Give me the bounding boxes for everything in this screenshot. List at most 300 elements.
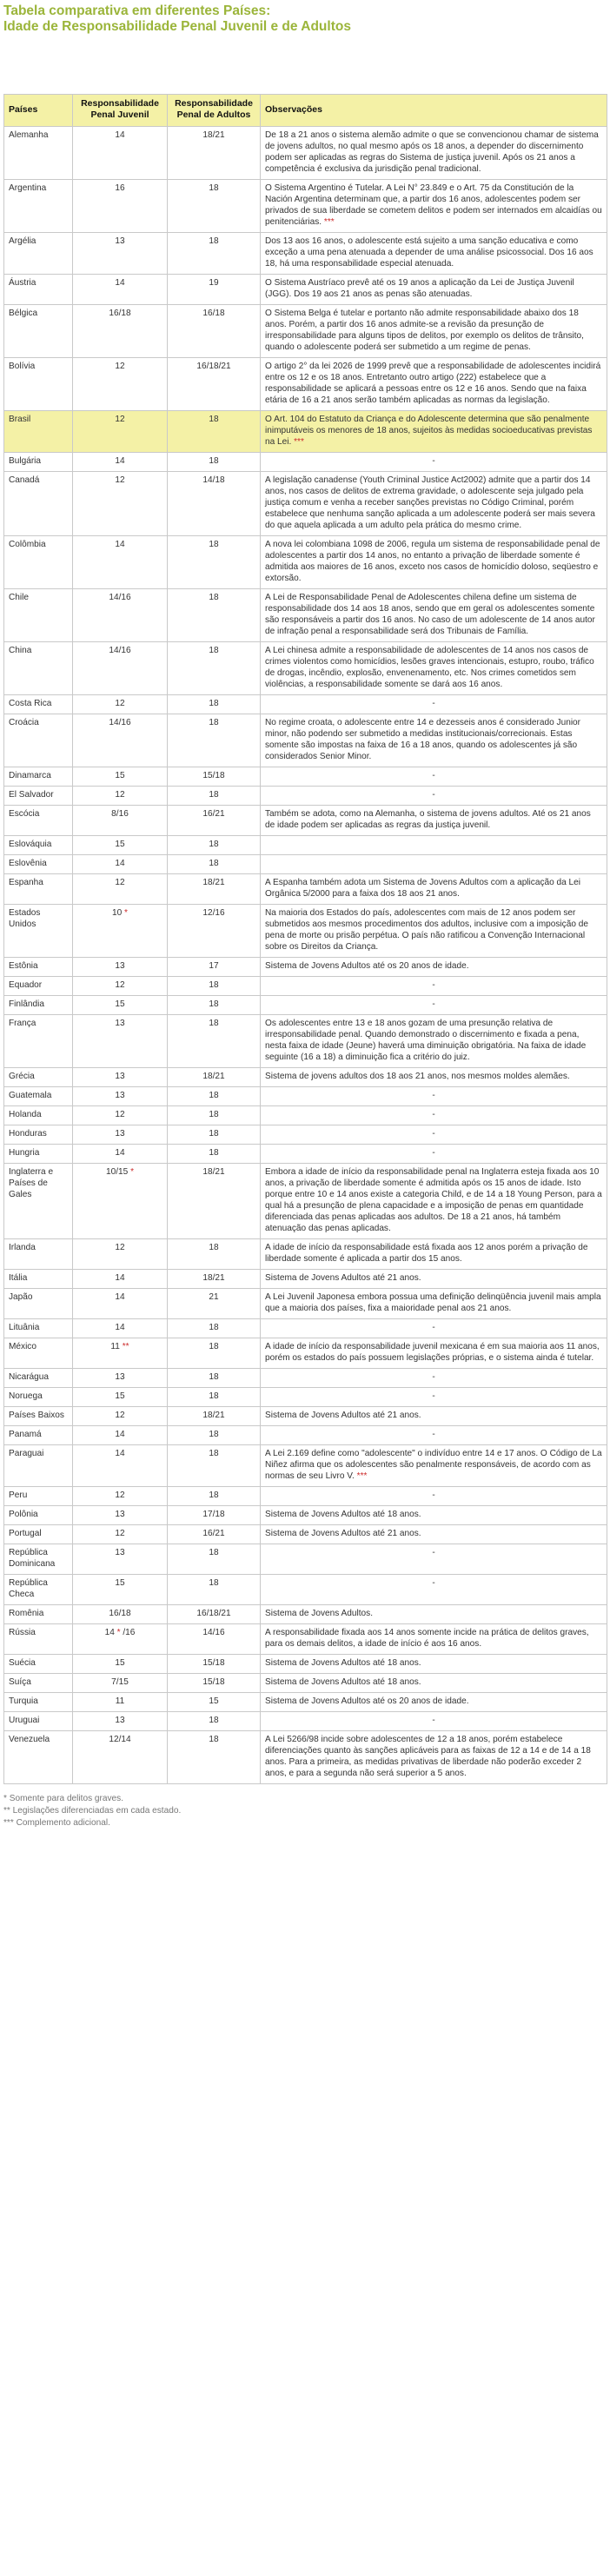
cell-country: Nicarágua [4,1369,73,1388]
table-header-row [4,95,607,127]
table-row [4,1239,607,1270]
observation-text: - [432,1391,435,1401]
observation-text: O artigo 2° da lei 2026 de 1999 prevê que a responsabilidade de adolescentes incidirá entre os 12 e os 18 anos. Entretanto outro artigo (222) estabelece que a responsabilidade se aplicará a pessoas entre os 12 e 16 anos. Sendo que na faixa etária de 16 a 21 anos serão também aplicadas as normas da legislação. [265,362,601,405]
cell-juvenile-age: 14 [73,536,168,589]
table-row [4,1731,607,1784]
cell-country: Argentina [4,180,73,233]
cell-country: Argélia [4,233,73,275]
cell-juvenile-age [73,1164,168,1239]
table-row [4,1338,607,1369]
cell-country: El Salvador [4,787,73,806]
cell-observations [261,787,607,806]
table-row [4,1445,607,1487]
cell-juvenile-age: 12 [73,977,168,996]
cell-adult-age: 16/18/21 [168,358,261,411]
cell-observations [261,180,607,233]
cell-observations [261,855,607,874]
cell-juvenile-age: 12/14 [73,1731,168,1784]
cell-adult-age: 18 [168,536,261,589]
cell-observations [261,767,607,787]
cell-adult-age: 18 [168,453,261,472]
cell-country: Alemanha [4,127,73,180]
cell-juvenile-age: 15 [73,1575,168,1605]
cell-country: Rússia [4,1624,73,1655]
observation-text: Sistema de Jovens Adultos até os 20 anos de idade. [265,961,469,971]
cell-juvenile-age: 14 [73,855,168,874]
cell-observations [261,358,607,411]
cell-observations [261,836,607,855]
cell-observations [261,472,607,536]
cell-adult-age: 18 [168,977,261,996]
cell-adult-age: 18/21 [168,1270,261,1289]
table-row [4,1164,607,1239]
cell-adult-age: 18 [168,996,261,1015]
cell-observations [261,305,607,358]
observation-text: - [432,771,435,780]
cell-juvenile-age: 13 [73,1369,168,1388]
cell-observations [261,275,607,305]
cell-adult-age: 18/21 [168,1407,261,1426]
observation-text: - [432,1372,435,1382]
cell-observations [261,958,607,977]
cell-country: Áustria [4,275,73,305]
observation-text: Os adolescentes entre 13 e 18 anos gozam de uma presunção relativa de irresponsabilidade penal. Quando demonstrado o discernimento e fixada a pena, nesta faixa de idade (Jeune) haverá uma diminuição obrigatória. Na faixa de idade seguinte (16 a 18) a diminuição fica a critério do juiz. [265,1019,587,1062]
cell-adult-age: 12/16 [168,905,261,958]
cell-adult-age: 18/21 [168,1164,261,1239]
cell-juvenile-age: 12 [73,472,168,536]
cell-country: Espanha [4,874,73,905]
juvenile-age-value: 10/15 [106,1167,129,1177]
header-observations: Observações [261,95,607,127]
cell-observations [261,1106,607,1125]
cell-country: Países Baixos [4,1407,73,1426]
footnote: ** Legislações diferenciadas em cada estado. [3,1806,182,1816]
cell-observations [261,1369,607,1388]
cell-adult-age: 18 [168,1319,261,1338]
cell-observations [261,1338,607,1369]
cell-adult-age: 18 [168,1338,261,1369]
cell-adult-age: 18 [168,1369,261,1388]
table-row [4,305,607,358]
cell-country: Suíça [4,1674,73,1693]
cell-juvenile-age: 12 [73,1407,168,1426]
table-row [4,977,607,996]
table-row [4,1426,607,1445]
observation-text: A responsabilidade fixada aos 14 anos somente incide na prática de delitos graves, para os demais delitos, a idade de início é aos 16 anos. [265,1628,589,1649]
table-row [4,411,607,453]
cell-country: Bélgica [4,305,73,358]
cell-juvenile-age: 15 [73,836,168,855]
cell-juvenile-age: 13 [73,1506,168,1525]
cell-observations [261,1575,607,1605]
juvenile-age-part: /16 [120,1628,136,1637]
cell-adult-age: 18 [168,1575,261,1605]
cell-country: França [4,1015,73,1068]
header-adult-responsibility: Responsabilidade Penal de Adultos [168,95,261,127]
cell-juvenile-age: 12 [73,874,168,905]
juvenile-age-value: 11 [110,1342,120,1351]
cell-observations [261,1487,607,1506]
cell-juvenile-age: 15 [73,996,168,1015]
table-row [4,714,607,767]
cell-country: Uruguai [4,1712,73,1731]
cell-observations [261,453,607,472]
cell-adult-age: 18 [168,180,261,233]
observation-text: - [432,980,435,990]
observation-text: Dos 13 aos 16 anos, o adolescente está sujeito a uma sanção educativa e como exceção a uma pena atenuada a depender de uma análise psicossocial. Dos 16 aos 18, há uma responsabilidade especial atenuada. [265,236,593,269]
cell-observations [261,1655,607,1674]
cell-observations [261,1445,607,1487]
cell-country: Turquia [4,1693,73,1712]
observation-text: - [432,1323,435,1332]
cell-country: República Dominicana [4,1544,73,1575]
cell-juvenile-age: 13 [73,1712,168,1731]
cell-observations [261,1525,607,1544]
cell-country: Bolívia [4,358,73,411]
table-row [4,1270,607,1289]
cell-country: Guatemala [4,1087,73,1106]
cell-juvenile-age: 14/16 [73,714,168,767]
observation-text: Sistema de jovens adultos dos 18 aos 21 anos, nos mesmos moldes alemães. [265,1072,570,1081]
cell-juvenile-age: 15 [73,1655,168,1674]
cell-juvenile-age: 14 [73,275,168,305]
cell-observations [261,1068,607,1087]
observation-text: Sistema de Jovens Adultos até 21 anos. [265,1273,421,1283]
cell-adult-age: 18 [168,836,261,855]
cell-juvenile-age: 14 [73,1426,168,1445]
cell-observations [261,1506,607,1525]
footnote: *** Complemento adicional. [3,1818,110,1828]
cell-observations [261,1239,607,1270]
cell-adult-age: 18 [168,1239,261,1270]
cell-country: Panamá [4,1426,73,1445]
cell-adult-age: 18 [168,1426,261,1445]
cell-adult-age: 18 [168,1145,261,1164]
cell-observations [261,695,607,714]
cell-adult-age: 19 [168,275,261,305]
observation-text: A Lei 5266/98 incide sobre adolescentes de 12 a 18 anos, porém estabelece diferenciações quanto às sanções aplicáveis para as faixas de 12 a 14 e de 14 a 18 anos. Para a primeira, as medidas privativas de liberdade não poderão exceder 2 anos, e para a segunda não será superior a 5 anos. [265,1735,591,1778]
cell-adult-age: 16/21 [168,806,261,836]
cell-country: Japão [4,1289,73,1319]
cell-adult-age: 18 [168,1087,261,1106]
observation-text: Também se adota, como na Alemanha, o sistema de jovens adultos. Até os 21 anos de idade podem ser aplicadas as regras da justiça juvenil. [265,809,591,830]
footnote-marker: * [128,1167,134,1177]
cell-country: México [4,1338,73,1369]
table-body [4,127,607,1784]
cell-adult-age: 16/18/21 [168,1605,261,1624]
cell-juvenile-age: 12 [73,1239,168,1270]
observation-text: - [432,1578,435,1588]
table-row [4,1712,607,1731]
table-row [4,275,607,305]
table-row [4,127,607,180]
footnotes [0,1784,610,1829]
table-row [4,1087,607,1106]
observation-text: A Lei Juvenil Japonesa embora possua uma definição delinqüência juvenil mais ampla que a maioria dos países, fixa a maioridade penal aos 21 anos. [265,1292,601,1313]
cell-country: Chile [4,589,73,642]
observation-text: O Art. 104 do Estatuto da Criança e do Adolescente determina que são penalmente inimputáveis os menores de 18 anos, sujeitos às medidas socioeducativas previstas na Lei. [265,415,593,447]
observation-text: A idade de início da responsabilidade juvenil mexicana é em sua maioria aos 11 anos, porém os estados do país possuem legislações próprias, e o sistema ainda é tutelar. [265,1342,600,1363]
footnote-marker: *** [354,1471,368,1481]
cell-adult-age: 16/18 [168,305,261,358]
cell-adult-age: 18 [168,233,261,275]
table-row [4,1015,607,1068]
cell-country: Eslováquia [4,836,73,855]
cell-adult-age: 18 [168,589,261,642]
cell-country: Estados Unidos [4,905,73,958]
table-row [4,1575,607,1605]
observation-text: Sistema de Jovens Adultos até 21 anos. [265,1411,421,1420]
page-title [0,2,610,35]
cell-juvenile-age: 15 [73,1388,168,1407]
cell-adult-age: 18 [168,1015,261,1068]
cell-juvenile-age: 14 [73,1289,168,1319]
cell-adult-age: 18 [168,1106,261,1125]
table-row [4,1068,607,1087]
cell-observations [261,589,607,642]
cell-juvenile-age: 12 [73,358,168,411]
cell-juvenile-age: 12 [73,787,168,806]
cell-observations [261,1712,607,1731]
cell-country: Escócia [4,806,73,836]
table-row [4,1525,607,1544]
cell-adult-age: 18 [168,642,261,695]
cell-adult-age: 17/18 [168,1506,261,1525]
cell-observations [261,1164,607,1239]
cell-adult-age: 14/16 [168,1624,261,1655]
table-row [4,806,607,836]
table-row [4,905,607,958]
cell-juvenile-age [73,1624,168,1655]
observation-text: Sistema de Jovens Adultos até 18 anos. [265,1658,421,1668]
cell-observations [261,1624,607,1655]
table-row [4,453,607,472]
cell-observations [261,1125,607,1145]
table-row [4,536,607,589]
cell-country: Venezuela [4,1731,73,1784]
table-row [4,1388,607,1407]
cell-adult-age: 14/18 [168,472,261,536]
cell-juvenile-age: 12 [73,1525,168,1544]
observation-text: Embora a idade de início da responsabilidade penal na Inglaterra esteja fixada aos 10 anos, a privação de liberdade somente é admitida após os 15 anos de idade. Isto porque entre 10 e 14 anos existe a categoria Child, e de 14 a 18 Young Person, para a qual há a presunção de plena capacidade e a imposição de penas em quantidade diferenciada das penas aplicadas aos adultos. De 18 a 21 anos, há também atenuação das penas aplicadas. [265,1167,602,1233]
observation-text: Na maioria dos Estados do país, adolescentes com mais de 12 anos podem ser submetidos aos mesmos procedimentos dos adultos, inclusive com a imposição de pena de morte ou prisão perpétua. O país não ratificou a Convenção Internacional sobre os Direitos da Criança. [265,908,588,952]
observation-text: - [432,1548,435,1557]
cell-juvenile-age: 14 [73,127,168,180]
cell-juvenile-age [73,1338,168,1369]
cell-country: Portugal [4,1525,73,1544]
table-row [4,1145,607,1164]
cell-adult-age: 18 [168,714,261,767]
cell-country: Croácia [4,714,73,767]
cell-juvenile-age: 11 [73,1693,168,1712]
table-row [4,855,607,874]
table-row [4,233,607,275]
observation-text: - [432,790,435,800]
cell-adult-age: 15 [168,1693,261,1712]
cell-observations [261,1407,607,1426]
cell-juvenile-age: 14/16 [73,642,168,695]
juvenile-age-value: 10 [112,908,123,918]
comparison-table [3,94,607,1784]
observation-text: - [432,699,435,708]
cell-observations [261,1605,607,1624]
observation-text: - [432,1129,435,1139]
cell-adult-age: 15/18 [168,767,261,787]
cell-juvenile-age: 14 [73,1445,168,1487]
table-row [4,1544,607,1575]
table-row [4,1487,607,1506]
table-row [4,996,607,1015]
observation-text: O Sistema Austríaco prevê até os 19 anos a aplicação da Lei de Justiça Juvenil (JGG). Dos 19 aos 21 anos as penas são atenuadas. [265,278,574,299]
cell-adult-age: 18 [168,1544,261,1575]
cell-country: Costa Rica [4,695,73,714]
cell-juvenile-age: 13 [73,1015,168,1068]
cell-adult-age: 18 [168,1388,261,1407]
observation-text: - [432,999,435,1009]
cell-country: Itália [4,1270,73,1289]
observation-text: O Sistema Argentino é Tutelar. A Lei N° 23.849 e o Art. 75 da Constitución de la Nación Argentina determinam que, a partir dos 16 anos, adolescentes podem ser privados de sua liberdade se cometem delitos e podem ser internados em alcaidías ou penitenciárias. [265,183,602,227]
cell-juvenile-age: 14 [73,453,168,472]
footnote-marker: * [122,908,128,918]
cell-observations [261,905,607,958]
cell-country: Brasil [4,411,73,453]
table-row [4,695,607,714]
cell-juvenile-age: 12 [73,1487,168,1506]
footnote-marker: * [116,1628,121,1637]
cell-country: Lituânia [4,1319,73,1338]
observation-text: A legislação canadense (Youth Criminal Justice Act2002) admite que a partir dos 14 anos, nos casos de delitos de extrema gravidade, o adolescente seja julgado pela justiça comum e venha a receber sanções previstas no Código Criminal, porém estabelece que nenhuma sanção aplicada a um adolescente poderá ser mais severa do que aquela aplicada a um adulto pela prática do mesmo crime. [265,475,595,530]
cell-country: Hungria [4,1145,73,1164]
table-row [4,1125,607,1145]
table-row [4,1624,607,1655]
cell-juvenile-age: 13 [73,958,168,977]
observation-text: - [432,1091,435,1100]
observation-text: Sistema de Jovens Adultos até 21 anos. [265,1529,421,1538]
cell-juvenile-age: 15 [73,767,168,787]
cell-juvenile-age: 8/16 [73,806,168,836]
table-row [4,1289,607,1319]
cell-country: Suécia [4,1655,73,1674]
cell-observations [261,1087,607,1106]
table-row [4,767,607,787]
cell-observations [261,996,607,1015]
cell-adult-age: 15/18 [168,1655,261,1674]
cell-adult-age: 18 [168,1125,261,1145]
cell-juvenile-age: 16/18 [73,1605,168,1624]
cell-country: Dinamarca [4,767,73,787]
table-row [4,472,607,536]
cell-observations [261,1426,607,1445]
cell-adult-age: 18 [168,1445,261,1487]
table-row [4,1674,607,1693]
cell-adult-age: 18 [168,1731,261,1784]
observation-text: A Lei 2.169 define como "adolescente" o indivíduo entre 14 e 17 anos. O Código de La Niñez afirma que os adolescentes são penalmente responsáveis, de acordo com as normas de seu Livro V. [265,1449,602,1481]
cell-country: Romênia [4,1605,73,1624]
observation-text: Sistema de Jovens Adultos. [265,1609,373,1618]
cell-observations [261,1289,607,1319]
cell-juvenile-age: 12 [73,695,168,714]
observation-text: - [432,1430,435,1439]
cell-adult-age: 18 [168,1487,261,1506]
table-row [4,589,607,642]
cell-country: Holanda [4,1106,73,1125]
table-row [4,1319,607,1338]
cell-country: Polônia [4,1506,73,1525]
table-row [4,874,607,905]
cell-country: República Checa [4,1575,73,1605]
cell-observations [261,1731,607,1784]
cell-country: Grécia [4,1068,73,1087]
cell-adult-age: 18/21 [168,127,261,180]
observation-text: - [432,1148,435,1158]
cell-adult-age: 18 [168,695,261,714]
cell-adult-age: 18 [168,1712,261,1731]
cell-juvenile-age: 16 [73,180,168,233]
observation-text: A idade de início da responsabilidade está fixada aos 12 anos porém a privação de liberdade somente é aplicada a partir dos 15 anos. [265,1243,588,1264]
cell-adult-age: 21 [168,1289,261,1319]
cell-juvenile-age: 13 [73,233,168,275]
table-row [4,787,607,806]
cell-observations [261,642,607,695]
cell-country: Paraguai [4,1445,73,1487]
cell-adult-age: 18 [168,855,261,874]
cell-observations [261,1544,607,1575]
juvenile-age-part: 14 [104,1628,117,1637]
footnote-marker: ** [119,1342,129,1351]
cell-observations [261,1270,607,1289]
cell-juvenile-age: 14 [73,1145,168,1164]
observation-text: De 18 a 21 anos o sistema alemão admite o que se convencionou chamar de sistema de jovens adultos, no qual mesmo após os 18 anos, a depender do discernimento podem ser aplicadas as regras do Sistema de justiça juvenil. Após os 21 anos a competência é exclusiva da jurisdição penal tradicional. [265,130,599,174]
table-row [4,1369,607,1388]
cell-adult-age: 17 [168,958,261,977]
cell-country: Peru [4,1487,73,1506]
cell-juvenile-age: 13 [73,1125,168,1145]
observation-text: - [432,1490,435,1500]
cell-country: Finlândia [4,996,73,1015]
cell-country: Noruega [4,1388,73,1407]
table-row [4,1106,607,1125]
cell-juvenile-age: 13 [73,1087,168,1106]
cell-country: Canadá [4,472,73,536]
cell-juvenile-age: 16/18 [73,305,168,358]
footnote-marker: *** [322,217,335,227]
observation-text: A Lei de Responsabilidade Penal de Adolescentes chilena define um sistema de responsabilidade dos 14 aos 18 anos, sendo que em geral os adolescentes somente são responsáveis a partir dos 16 anos. No caso de um adolescente de 14 anos autor de infração penal a responsabilidade será dos Tribunais de Família. [265,593,595,636]
cell-observations [261,233,607,275]
cell-country: Colômbia [4,536,73,589]
cell-observations [261,1319,607,1338]
table-row [4,358,607,411]
observation-text: A Espanha também adota um Sistema de Jovens Adultos com a aplicação da Lei Orgânica 5/2000 para a faixa dos 18 aos 21 anos. [265,878,581,899]
table-row [4,1605,607,1624]
cell-observations [261,1015,607,1068]
cell-adult-age: 16/21 [168,1525,261,1544]
cell-juvenile-age: 14 [73,1270,168,1289]
cell-observations [261,127,607,180]
cell-observations [261,806,607,836]
cell-juvenile-age: 14 [73,1319,168,1338]
cell-adult-age: 18/21 [168,874,261,905]
header-juvenile-responsibility: Responsabilidade Penal Juvenil [73,95,168,127]
cell-country: Bulgária [4,453,73,472]
table-row [4,958,607,977]
table-row [4,1655,607,1674]
cell-juvenile-age: 7/15 [73,1674,168,1693]
cell-country: Estônia [4,958,73,977]
cell-observations [261,874,607,905]
cell-adult-age: 18 [168,411,261,453]
cell-observations [261,1388,607,1407]
cell-observations [261,1693,607,1712]
